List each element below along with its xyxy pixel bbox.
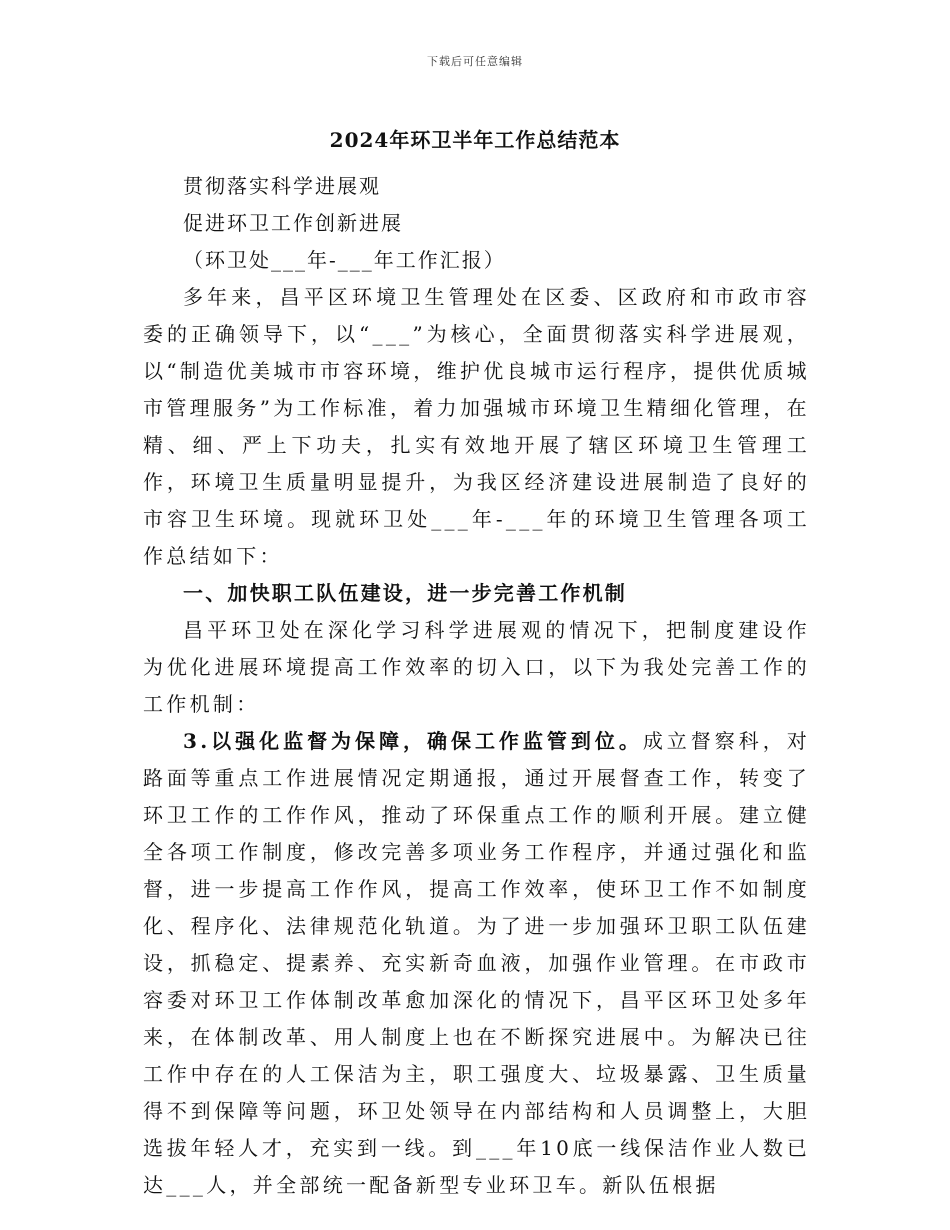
page-header-note: 下载后可任意编辑 <box>427 55 523 68</box>
subtitle-line-3: （环卫处___年-___年工作汇报） <box>183 248 506 272</box>
item-3-body: 成立督察科，对路面等重点工作进展情况定期通报，通过开展督查工作，转变了环卫工作的工作作风，推动了环保重点工作的顺利开展。建立健全各项工作制度，修改完善多项业务工作程序，并通过强化和监督，进一步提高工作作风，提高工作效率，使环卫工作不如制度化、程序化、法律规范化轨道。为了进一步加强环卫职工队伍建设，抓稳定、提素养、充实新奇血液，加强作业管理。在市政市容委对环卫工作体制改革愈加深化的情况下，昌平区环卫处多年来，在体制改革、用人制度上也在不断探究进展中。为解决已往工作中存在的人工保洁为主，职工强度大、垃圾暴露、卫生质量得不到保障等问题，环卫处领导在内部结构和人员调整上，大胆选拔年轻人才，充实到一线。到___年10底一线保洁作业人数已达___人，并全部统一配备新型专业环卫车。新队伍根据 <box>143 729 810 1197</box>
section-1-paragraph: 昌平环卫处在深化学习科学进展观的情况下，把制度建设作为优化进展环境提高工作效率的切入口，以下为我处完善工作的工作机制： <box>143 618 810 716</box>
section-1-heading: 一、加快职工队伍建设，进一步完善工作机制 <box>183 581 627 605</box>
intro-paragraph: 多年来，昌平区环境卫生管理处在区委、区政府和市政市容委的正确领导下，以“___”为核心，全面贯彻落实科学进展观，以“制造优美城市市容环境，维护优良城市运行程序，提供优质城市管理服务”为工作标准，着力加强城市环境卫生精细化管理，在精、细、严上下功夫，扎实有效地开展了辖区环境卫生管理工作，环境卫生质量明显提升，为我区经济建设进展制造了良好的市容卫生环境。现就环卫处___年-___年的环境卫生管理各项工作总结如下： <box>143 285 810 568</box>
item-3-lead: 3.以强化监督为保障，确保工作监管到位。 <box>183 729 643 753</box>
document-body <box>143 168 810 1204</box>
document-title: 2024年环卫半年工作总结范本 <box>329 128 621 152</box>
item-3-paragraph <box>143 723 810 1204</box>
subtitle-line-1: 贯彻落实科学进展观 <box>183 174 381 198</box>
subtitle-line-2: 促进环卫工作创新进展 <box>183 211 403 235</box>
